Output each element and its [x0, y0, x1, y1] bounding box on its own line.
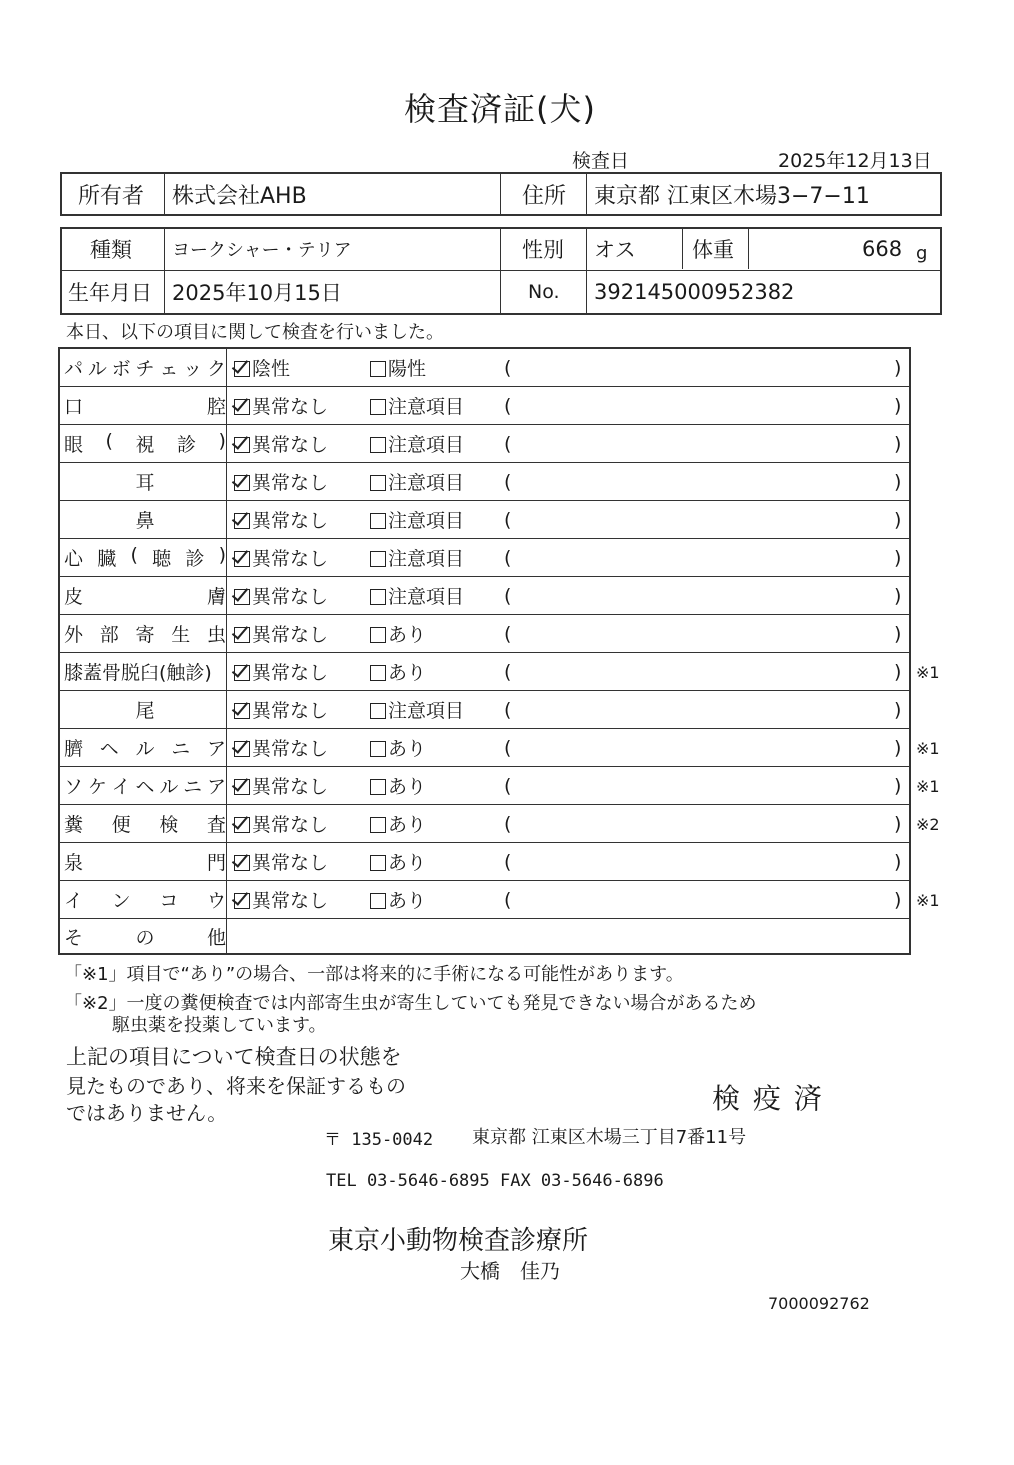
- remark-close-paren: ): [894, 470, 902, 493]
- option-normal-label: 異常なし: [252, 434, 329, 456]
- remark-open-paren: (: [504, 356, 512, 379]
- remark-open-paren: (: [504, 584, 512, 607]
- row-label-text: [64, 430, 226, 457]
- remark-close-paren: ): [894, 812, 902, 835]
- disclaimer-line-3: ではありません。: [66, 1101, 228, 1125]
- remark-close-paren: ): [894, 660, 902, 683]
- row-footnote-marker: ※1: [916, 739, 940, 758]
- option-abnormal-label: あり: [388, 852, 427, 874]
- remark-close-paren: ): [894, 622, 902, 645]
- checkbox-empty-icon[interactable]: [370, 741, 386, 757]
- row-label-char: 臓: [97, 548, 117, 570]
- option-abnormal[interactable]: [370, 843, 426, 880]
- option-abnormal-label: あり: [388, 814, 427, 836]
- remark-close-paren: ): [894, 736, 902, 759]
- row-label-char: 他: [206, 926, 226, 949]
- checkbox-checked-icon[interactable]: [234, 437, 250, 453]
- row-label-text: 膝蓋骨脱臼(触診): [64, 662, 212, 684]
- remark-open-paren: (: [504, 850, 512, 873]
- row-label-text: [64, 354, 226, 381]
- option-normal[interactable]: [234, 653, 328, 690]
- footnote-2b: 駆虫薬を投薬しています。: [112, 1015, 327, 1036]
- intro-text: 本日、以下の項目に関して検査を行いました。: [66, 322, 444, 343]
- option-abnormal-label: 注意項目: [388, 396, 465, 418]
- sex-value: オス: [594, 238, 636, 262]
- option-normal-label: 異常なし: [252, 662, 329, 684]
- table-row: [60, 349, 909, 387]
- row-label-char: 糞: [64, 814, 84, 836]
- row-label: [64, 615, 226, 652]
- document-title: 検査済証(犬): [404, 90, 596, 128]
- checkbox-checked-icon[interactable]: [234, 399, 250, 415]
- option-normal-label: 異常なし: [252, 472, 329, 494]
- checkbox-checked-icon[interactable]: [234, 551, 250, 567]
- option-normal-label: 陰性: [252, 358, 291, 380]
- exam-date-label: 検査日: [572, 150, 630, 172]
- option-abnormal[interactable]: [370, 425, 464, 462]
- row-label-char: 眼: [64, 434, 84, 456]
- row-label-char: コ: [159, 890, 179, 912]
- table-row: [60, 767, 909, 805]
- breed-label: 種類: [90, 238, 132, 262]
- remark-open-paren: (: [504, 470, 512, 493]
- postal-code: 〒 135-0042: [324, 1130, 434, 1150]
- checkbox-empty-icon[interactable]: [370, 361, 386, 377]
- checkbox-empty-icon[interactable]: [370, 817, 386, 833]
- footnote-2a: 「※2」一度の糞便検査では内部寄生虫が寄生していても発見できない場合があるため: [64, 993, 757, 1014]
- row-label-char: 視: [135, 434, 155, 456]
- checkbox-empty-icon[interactable]: [370, 893, 386, 909]
- option-normal[interactable]: [234, 615, 328, 652]
- option-abnormal[interactable]: [370, 881, 426, 918]
- table-row: [60, 653, 909, 691]
- checkbox-checked-icon[interactable]: [234, 855, 250, 871]
- row-label-char: イ: [111, 776, 131, 798]
- checkbox-empty-icon[interactable]: [370, 703, 386, 719]
- checkbox-checked-icon[interactable]: [234, 589, 250, 605]
- option-normal[interactable]: [234, 425, 328, 462]
- option-normal-label: 異常なし: [252, 890, 329, 912]
- remark-open-paren: (: [504, 622, 512, 645]
- row-label-char: ): [218, 544, 226, 566]
- row-label: [64, 425, 226, 462]
- row-label: [64, 577, 226, 614]
- remark-open-paren: (: [504, 394, 512, 417]
- row-label-text: 尾: [135, 700, 155, 722]
- row-label: [64, 767, 226, 804]
- row-label-char: ッ: [183, 358, 203, 380]
- table-row: [60, 539, 909, 577]
- option-normal[interactable]: [234, 691, 328, 728]
- row-label-char: 便: [111, 814, 131, 836]
- row-label-char: (: [130, 544, 138, 566]
- weight-unit: g: [916, 242, 928, 264]
- row-label-char: 口: [64, 396, 84, 418]
- row-label-char: の: [135, 926, 155, 949]
- footnote-1: 「※1」項目で“あり”の場合、一部は将来的に手術になる可能性があります。: [64, 964, 684, 985]
- option-abnormal-label: 注意項目: [388, 472, 465, 494]
- option-normal[interactable]: [234, 805, 328, 842]
- remark-open-paren: (: [504, 432, 512, 455]
- pet-info-box: [60, 227, 942, 315]
- row-label-text: 鼻: [135, 510, 155, 532]
- remark-open-paren: (: [504, 660, 512, 683]
- remark-open-paren: (: [504, 736, 512, 759]
- table-row: [60, 843, 909, 881]
- row-label-char: 皮: [64, 586, 84, 608]
- option-normal-label: 異常なし: [252, 700, 329, 722]
- clinic-address: 東京都 江東区木場三丁目7番11号: [472, 1127, 747, 1148]
- row-footnote-marker: ※2: [916, 815, 940, 834]
- row-label: [64, 843, 226, 880]
- remark-open-paren: (: [504, 508, 512, 531]
- checkbox-empty-icon[interactable]: [370, 437, 386, 453]
- dob-value: 2025年10月15日: [172, 281, 342, 305]
- row-label-char: ボ: [111, 358, 131, 380]
- table-row: [60, 691, 909, 729]
- row-label: [64, 729, 226, 766]
- option-abnormal[interactable]: [370, 691, 464, 728]
- row-label-char: ウ: [206, 890, 226, 912]
- row-footnote-marker: ※1: [916, 891, 940, 910]
- checkbox-checked-icon[interactable]: [234, 779, 250, 795]
- remark-close-paren: ): [894, 584, 902, 607]
- row-label-text: 耳: [135, 472, 155, 494]
- weight-value: 668: [862, 237, 903, 261]
- remark-close-paren: ): [894, 698, 902, 721]
- row-label-char: 腔: [206, 396, 226, 418]
- checkbox-empty-icon[interactable]: [370, 665, 386, 681]
- option-abnormal-label: 注意項目: [388, 700, 465, 722]
- row-label-char: ン: [111, 890, 131, 912]
- checkbox-checked-icon[interactable]: [234, 893, 250, 909]
- checkbox-empty-icon[interactable]: [370, 551, 386, 567]
- row-label-char: ソ: [64, 776, 84, 798]
- row-label: [64, 349, 226, 386]
- table-row: [60, 425, 909, 463]
- row-label: [64, 539, 226, 576]
- row-label-text: [64, 620, 226, 647]
- remark-close-paren: ): [894, 394, 902, 417]
- remark-close-paren: ): [894, 850, 902, 873]
- remark-open-paren: (: [504, 774, 512, 797]
- row-label-char: ア: [206, 738, 226, 760]
- row-label-text: [64, 848, 226, 875]
- row-label-char: 生: [171, 624, 191, 646]
- tel-fax: TEL 03-5646-6895 FAX 03-5646-6896: [326, 1171, 664, 1191]
- row-label-char: ル: [159, 776, 179, 798]
- option-normal-label: 異常なし: [252, 548, 329, 570]
- row-label-other: [64, 919, 226, 953]
- row-label-char: ル: [87, 358, 107, 380]
- row-label-char: 外: [64, 624, 84, 646]
- table-row: [60, 729, 909, 767]
- no-value: 392145000952382: [594, 280, 795, 304]
- row-label-char: 部: [99, 624, 119, 646]
- option-normal[interactable]: [234, 843, 328, 880]
- option-normal[interactable]: [234, 387, 328, 424]
- option-normal-label: 異常なし: [252, 586, 329, 608]
- option-normal-label: 異常なし: [252, 738, 329, 760]
- remark-open-paren: (: [504, 546, 512, 569]
- option-normal[interactable]: [234, 729, 328, 766]
- checkbox-empty-icon[interactable]: [370, 513, 386, 529]
- option-normal[interactable]: [234, 463, 328, 500]
- option-normal-label: 異常なし: [252, 396, 329, 418]
- row-label-char: ): [218, 430, 226, 452]
- option-abnormal-label: あり: [388, 662, 427, 684]
- option-abnormal[interactable]: [370, 387, 464, 424]
- row-label-char: 査: [206, 814, 226, 836]
- row-label: [64, 653, 226, 690]
- disclaimer-line-1: 上記の項目について検査日の状態を: [66, 1045, 402, 1069]
- exam-date-value: 2025年12月13日: [778, 150, 932, 172]
- doctor-name: 大橋 佳乃: [460, 1259, 560, 1283]
- other-label: [64, 923, 226, 950]
- row-label-char: 心: [64, 548, 84, 570]
- row-label: [64, 501, 226, 538]
- option-normal[interactable]: [234, 349, 290, 386]
- disclaimer-line-2: 見たものであり、将来を保証するもの: [66, 1074, 406, 1098]
- checkbox-empty-icon[interactable]: [370, 779, 386, 795]
- row-label-char: 検: [159, 814, 179, 836]
- row-label-char: 聴: [152, 548, 172, 570]
- row-label-char: ニ: [183, 776, 203, 798]
- row-label-text: [64, 734, 226, 761]
- checkbox-checked-icon[interactable]: [234, 665, 250, 681]
- sex-label: 性別: [522, 238, 564, 262]
- table-row: [60, 577, 909, 615]
- option-abnormal[interactable]: [370, 501, 464, 538]
- row-label-text: [64, 772, 226, 799]
- row-label-char: ヘ: [99, 738, 119, 760]
- row-label-char: 虫: [206, 624, 226, 646]
- row-label-char: 泉: [64, 852, 84, 874]
- row-label: [64, 805, 226, 842]
- row-label-text: [64, 544, 226, 571]
- checkbox-checked-icon[interactable]: [234, 361, 250, 377]
- option-normal-label: 異常なし: [252, 776, 329, 798]
- option-normal-label: 異常なし: [252, 624, 329, 646]
- option-abnormal-label: 陽性: [388, 358, 427, 380]
- checkbox-checked-icon[interactable]: [234, 741, 250, 757]
- remark-close-paren: ): [894, 356, 902, 379]
- serial-number: 7000092762: [768, 1294, 870, 1313]
- row-label-char: そ: [64, 926, 84, 949]
- option-normal-label: 異常なし: [252, 852, 329, 874]
- owner-box: [60, 172, 942, 216]
- checkbox-empty-icon[interactable]: [370, 855, 386, 871]
- row-label: [64, 387, 226, 424]
- row-label-char: イ: [64, 890, 84, 912]
- row-label: [64, 881, 226, 918]
- dob-label: 生年月日: [68, 281, 152, 305]
- table-row: [60, 615, 909, 653]
- row-label-text: [64, 810, 226, 837]
- checkbox-checked-icon[interactable]: [234, 475, 250, 491]
- option-normal-label: 異常なし: [252, 814, 329, 836]
- row-label-char: 診: [177, 434, 197, 456]
- checkbox-empty-icon[interactable]: [370, 589, 386, 605]
- option-abnormal-label: 注意項目: [388, 434, 465, 456]
- option-abnormal[interactable]: [370, 729, 426, 766]
- row-footnote-marker: ※1: [916, 777, 940, 796]
- remark-open-paren: (: [504, 888, 512, 911]
- row-label-char: 膚: [206, 586, 226, 608]
- table-row: [60, 501, 909, 539]
- no-label: No.: [528, 281, 560, 303]
- row-label-char: 診: [185, 548, 205, 570]
- remark-close-paren: ): [894, 508, 902, 531]
- option-abnormal[interactable]: [370, 653, 426, 690]
- option-normal[interactable]: [234, 577, 328, 614]
- option-abnormal[interactable]: [370, 805, 426, 842]
- checkbox-empty-icon[interactable]: [370, 399, 386, 415]
- row-label-char: パ: [64, 358, 84, 380]
- checkbox-empty-icon[interactable]: [370, 475, 386, 491]
- option-normal[interactable]: [234, 767, 328, 804]
- weight-label: 体重: [692, 238, 734, 262]
- table-row: [60, 881, 909, 919]
- row-label-text: [64, 886, 226, 913]
- row-label-char: 門: [206, 852, 226, 874]
- row-label-char: ェ: [159, 358, 179, 380]
- checkbox-checked-icon[interactable]: [234, 513, 250, 529]
- option-normal[interactable]: [234, 501, 328, 538]
- address-value: 東京都 江東区木場3−7−11: [594, 183, 870, 209]
- row-footnote-marker: ※1: [916, 663, 940, 682]
- row-label-text: [64, 392, 226, 419]
- row-label-char: 臍: [64, 738, 84, 760]
- option-abnormal-label: 注意項目: [388, 548, 465, 570]
- row-label-char: ク: [206, 358, 226, 380]
- row-label-text: [64, 582, 226, 609]
- quarantine-stamp: 検 疫 済: [712, 1082, 824, 1115]
- table-row: [60, 387, 909, 425]
- row-label-char: ヘ: [135, 776, 155, 798]
- option-abnormal-label: 注意項目: [388, 510, 465, 532]
- row-label: [64, 463, 226, 500]
- remark-open-paren: (: [504, 698, 512, 721]
- table-row: [60, 463, 909, 501]
- checkbox-checked-icon[interactable]: [234, 627, 250, 643]
- row-label-char: ニ: [171, 738, 191, 760]
- option-normal[interactable]: [234, 539, 328, 576]
- owner-value: 株式会社AHB: [172, 183, 307, 209]
- row-label: [64, 691, 226, 728]
- table-row: [60, 805, 909, 843]
- row-label-char: ケ: [87, 776, 107, 798]
- option-abnormal-label: あり: [388, 624, 427, 646]
- remark-close-paren: ): [894, 774, 902, 797]
- option-abnormal[interactable]: [370, 767, 426, 804]
- remark-close-paren: ): [894, 432, 902, 455]
- row-label-char: ア: [206, 776, 226, 798]
- remark-close-paren: ): [894, 888, 902, 911]
- row-label-char: (: [105, 430, 113, 452]
- checkbox-checked-icon[interactable]: [234, 703, 250, 719]
- checkbox-checked-icon[interactable]: [234, 817, 250, 833]
- option-normal-label: 異常なし: [252, 510, 329, 532]
- option-abnormal[interactable]: [370, 463, 464, 500]
- option-abnormal[interactable]: [370, 349, 426, 386]
- row-label-char: ル: [135, 738, 155, 760]
- inspection-table: [58, 347, 911, 955]
- option-abnormal[interactable]: [370, 615, 426, 652]
- option-abnormal-label: あり: [388, 890, 427, 912]
- remark-open-paren: (: [504, 812, 512, 835]
- option-abnormal-label: あり: [388, 776, 427, 798]
- option-normal[interactable]: [234, 881, 328, 918]
- option-abnormal[interactable]: [370, 539, 464, 576]
- breed-value: ヨークシャー・テリア: [172, 240, 352, 261]
- clinic-name: 東京小動物検査診療所: [328, 1226, 589, 1256]
- option-abnormal[interactable]: [370, 577, 464, 614]
- row-label-char: 寄: [135, 624, 155, 646]
- row-label-char: チ: [135, 358, 155, 380]
- address-label: 住所: [522, 183, 567, 209]
- checkbox-empty-icon[interactable]: [370, 627, 386, 643]
- option-abnormal-label: あり: [388, 738, 427, 760]
- table-row-other: [60, 919, 909, 953]
- remark-close-paren: ): [894, 546, 902, 569]
- owner-label: 所有者: [78, 183, 145, 209]
- option-abnormal-label: 注意項目: [388, 586, 465, 608]
